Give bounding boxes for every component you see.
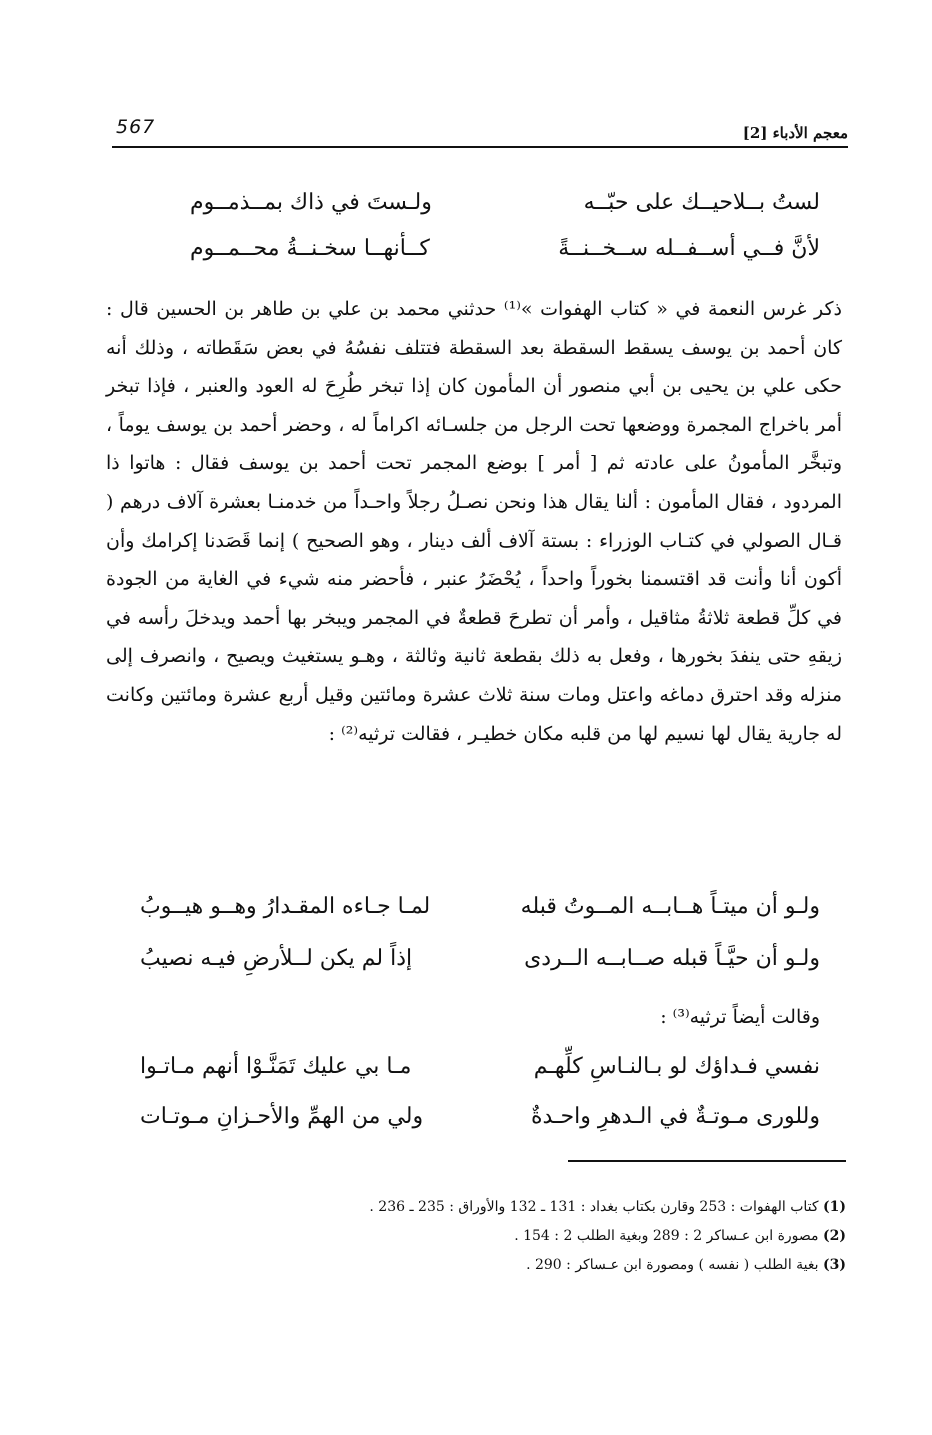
footnote (146, 1251, 846, 1280)
verse-first-hemistich: لأنَّ فــي أســفــله ســخــنــةً (558, 236, 820, 261)
main-paragraph (106, 290, 842, 753)
footnote-number: (3) (823, 1257, 846, 1273)
page-number: 567 (116, 116, 156, 138)
verse-second-hemistich: ولي من الهمِّ والأحـزانِ مـوتـات (140, 1104, 424, 1129)
verse-intro: وقالت أيضاً ترثيه⁽³⁾ : (660, 1006, 820, 1028)
verse-second-hemistich: كــأنهــا سخـنــةُ محــمــوم (190, 236, 430, 261)
poem-verse (140, 190, 820, 230)
header-rule (112, 146, 848, 148)
footnotes (146, 1193, 846, 1280)
poem-verse (140, 236, 820, 276)
footnote-number: (2) (823, 1228, 846, 1244)
page-header (112, 110, 848, 146)
verse-first-hemistich: ولـو أن ميتـاً هــابــه المــوتُ قبله (520, 894, 820, 919)
poem-verse (140, 1054, 820, 1094)
footnote (146, 1193, 846, 1222)
poem-verse (140, 894, 820, 934)
footnote-text: بغية الطلب ( نفسه ) ومصورة ابن عـساكر : 290 . (526, 1257, 819, 1273)
verse-first-hemistich: ولـو أن حيَّـاً قبله صــابــه الــردى (524, 946, 820, 971)
footnote-text: مصورة ابن عـساكر 2 : 289 وبغية الطلب 2 : 154 . (514, 1228, 819, 1244)
poem-verse (140, 946, 820, 986)
verse-first-hemistich: لستُ بــلاحيــك على حبّــه (583, 190, 820, 215)
verse-second-hemistich: لمـا جـاءه المقـدارُ وهــو هيــوبُ (140, 894, 431, 919)
footnote-text: كتاب الهفوات : 253 وقارن بكتاب بغداد : 131 ـ 132 والأوراق : 235 ـ 236 . (369, 1199, 819, 1215)
footnote (146, 1222, 846, 1251)
verse-first-hemistich: وللورى مـوتـةٌ في الـدهرِ واحـدةٌ (530, 1104, 820, 1129)
running-title: معجم الأدباء [2] (742, 124, 848, 142)
footnote-number: (1) (823, 1199, 846, 1215)
poem-verse (140, 1104, 820, 1144)
verse-first-hemistich: نفسي فـداؤك لو بـالنـاسِ كلِّهـم (533, 1054, 820, 1079)
verse-second-hemistich: إذاً لم يكن لــلأرضِ فيـه نصيبُ (140, 946, 413, 971)
paragraph-text: ذكر غرس النعمة في « كتاب الهفوات »⁽¹⁾ حدثني محمد بن علي بن طاهر بن الحسين قال : كان أحمد بن يوسف يسقط السقطة بعد السقطة فتتلف نفسُهُ في بعض سَقَطاته ، وذلك أنه حكى علي بن يحيى بن أبي منصور أن المأمون كان إذا تبخر طُرِحَ له العود والعنبر ، فإذا تبخر أمر باخراج المجمرة ووضعها تحت الرجل من جلسـائه اكراماً له ، وحضر أحمد بن يوسف يوماً ، وتبخَّر المأمونُ على عادته ثم [ أمر ] بوضع المجمر تحت أحمد بن يوسف فقال : هاتوا ذا المردود ، فقال المأمون : ألنا يقال هذا ونحن نصـلُ رجلاً واحـداً من خدمنـا بعشرة آلاف درهم ( قـال الصولي في كتـاب الوزراء : بستة آلاف ألف دينار ، وهو الصحيح ) إنما قَصَدنا إكرامك وأن أكون أنا وأنت قد اقتسمنا بخوراً واحداً ، يُحْضَرُ عنبر ، فأحضر منه شيء في الغاية من الجودة في كلِّ قطعة ثلاثةُ مثاقيل ، وأمر أن تطرحَ قطعةٌ في المجمر ويبخر بها أحمد ويدخلَ رأسه في زيقهِ حتى ينفدَ بخورها ، وفعل به ذلك بقطعة ثانية وثالثة ، وهـو يستغيث ويصيح ، وانصرف إلى منزله وقد احترق دماغه واعتل ومات سنة ثلاث عشرة ومائتين وقيل أربع عشرة ومائتين وكانت له جارية يقال لها نسيم لها من قلبه مكان خطيـر ، فقالت ترثيه⁽²⁾ : (106, 298, 842, 745)
verse-second-hemistich: ولـستَ في ذاك بمــذمــوم (190, 190, 432, 215)
footnote-rule (568, 1160, 846, 1162)
verse-second-hemistich: مـا بي عليك تَمَنَّـوْا أنهم مـاتـوا (140, 1054, 412, 1079)
